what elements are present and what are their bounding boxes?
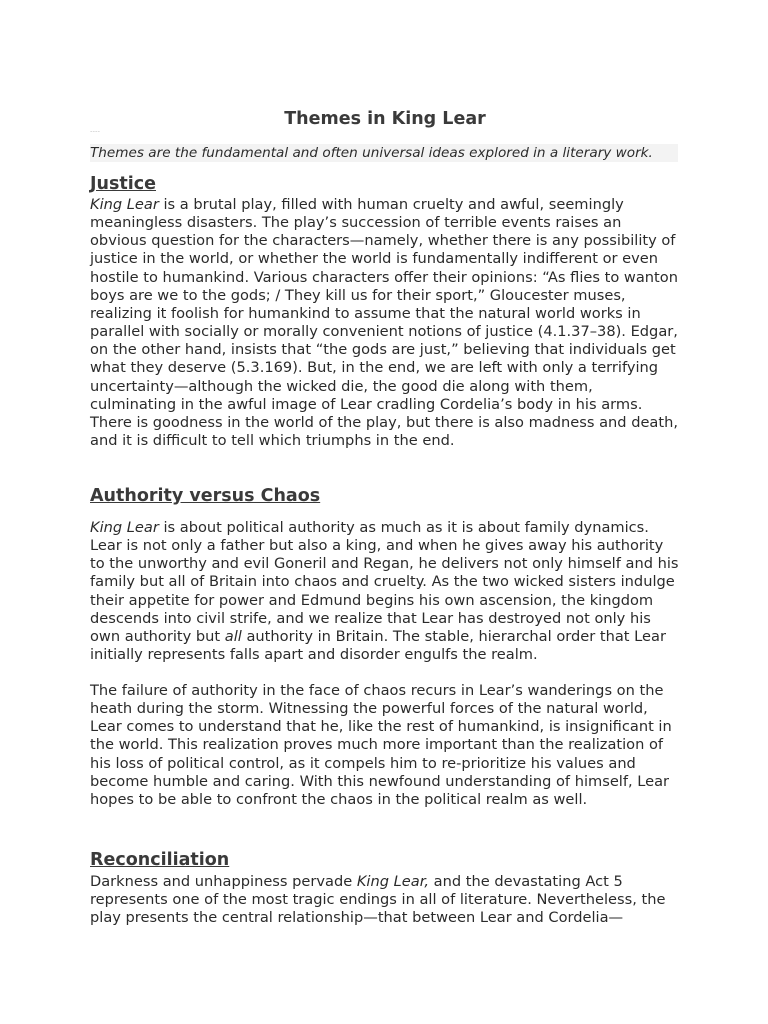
intro-callout: Themes are the fundamental and often universal ideas explored in a literary work. xyxy=(90,144,678,162)
authority-paragraph-2: The failure of authority in the face of chaos recurs in Lear’s wanderings on the heath during the storm. Witnessing the powerful forces of the natural world, Lear comes to understand that he, like the rest of humankind, is insignificant in the world. This realization proves much more important than the realization of his loss of political control, as it compels him to re-prioritize his values and become humble and caring. With this newfound understanding of himself, Lear hopes to be able to confront the chaos in the political realm as well. xyxy=(90,682,672,808)
reconciliation-paragraph-text-a: Darkness and unhappiness pervade xyxy=(90,873,357,890)
reconciliation-paragraph-text-b: and the devastating Act 5 represents one of the most tragic endings in all of literature. Nevertheless, the play presents the central relationship—that between Lear and Cordelia— xyxy=(90,873,666,927)
play-title-emphasis: King Lear, xyxy=(356,873,429,890)
reconciliation-paragraph xyxy=(90,873,680,927)
justice-paragraph xyxy=(90,196,680,450)
authority-paragraph-1-text-b: authority in Britain. The stable, hierarchal order that Lear initially represents falls apart and disorder engulfs the realm. xyxy=(90,627,666,664)
section-heading-justice: Justice xyxy=(90,174,156,194)
justice-paragraph-text: is a brutal play, filled with human cruelty and awful, seemingly meaningless disasters. The play’s succession of terrible events raises an obvious question for the characters—namely, whether there is any possibility of justice in the world, or whether the world is fundamentally indifferent or even hostile to humankind. Various characters offer their opinions: “As flies to wanton boys are we to the gods; / They kill us for their sport,” Gloucester muses, realizing it foolish for humankind to assume that the natural world works in parallel with socially or morally convenient notions of justice (4.1.37–38). Edgar, on the other hand, insists that “the gods are just,” believing that individuals get what they deserve (5.3.169). But, in the end, we are left with only a terrifying uncertainty—although the wicked die, the good die along with them, culminating in the awful image of Lear cradling Cordelia’s body in his arms. There is goodness in the world of the play, but there is also madness and death, and it is difficult to tell which triumphs in the end. xyxy=(90,196,678,450)
small-mark: ~~~~ xyxy=(90,129,101,133)
section-heading-authority: Authority versus Chaos xyxy=(90,486,321,506)
section-heading-reconciliation: Reconciliation xyxy=(90,850,230,870)
play-title-emphasis: King Lear xyxy=(90,196,159,213)
authority-paragraph-1-text-a: is about political authority as much as it is about family dynamics. Lear is not only a father but also a king, and when he gives away his authority to the unworthy and evil Goneril and Regan, he delivers not only himself and his family but all of Britain into chaos and cruelty. As the two wicked sisters indulge their appetite for power and Edmund begins his own ascension, the kingdom descends into civil strife, and we realize that Lear has destroyed not only his own authority but xyxy=(90,519,679,645)
authority-paragraph-1 xyxy=(90,519,680,664)
play-title-emphasis: King Lear xyxy=(90,519,159,536)
emphasis-all: all xyxy=(224,627,242,645)
page-title: Themes in King Lear xyxy=(284,109,486,129)
